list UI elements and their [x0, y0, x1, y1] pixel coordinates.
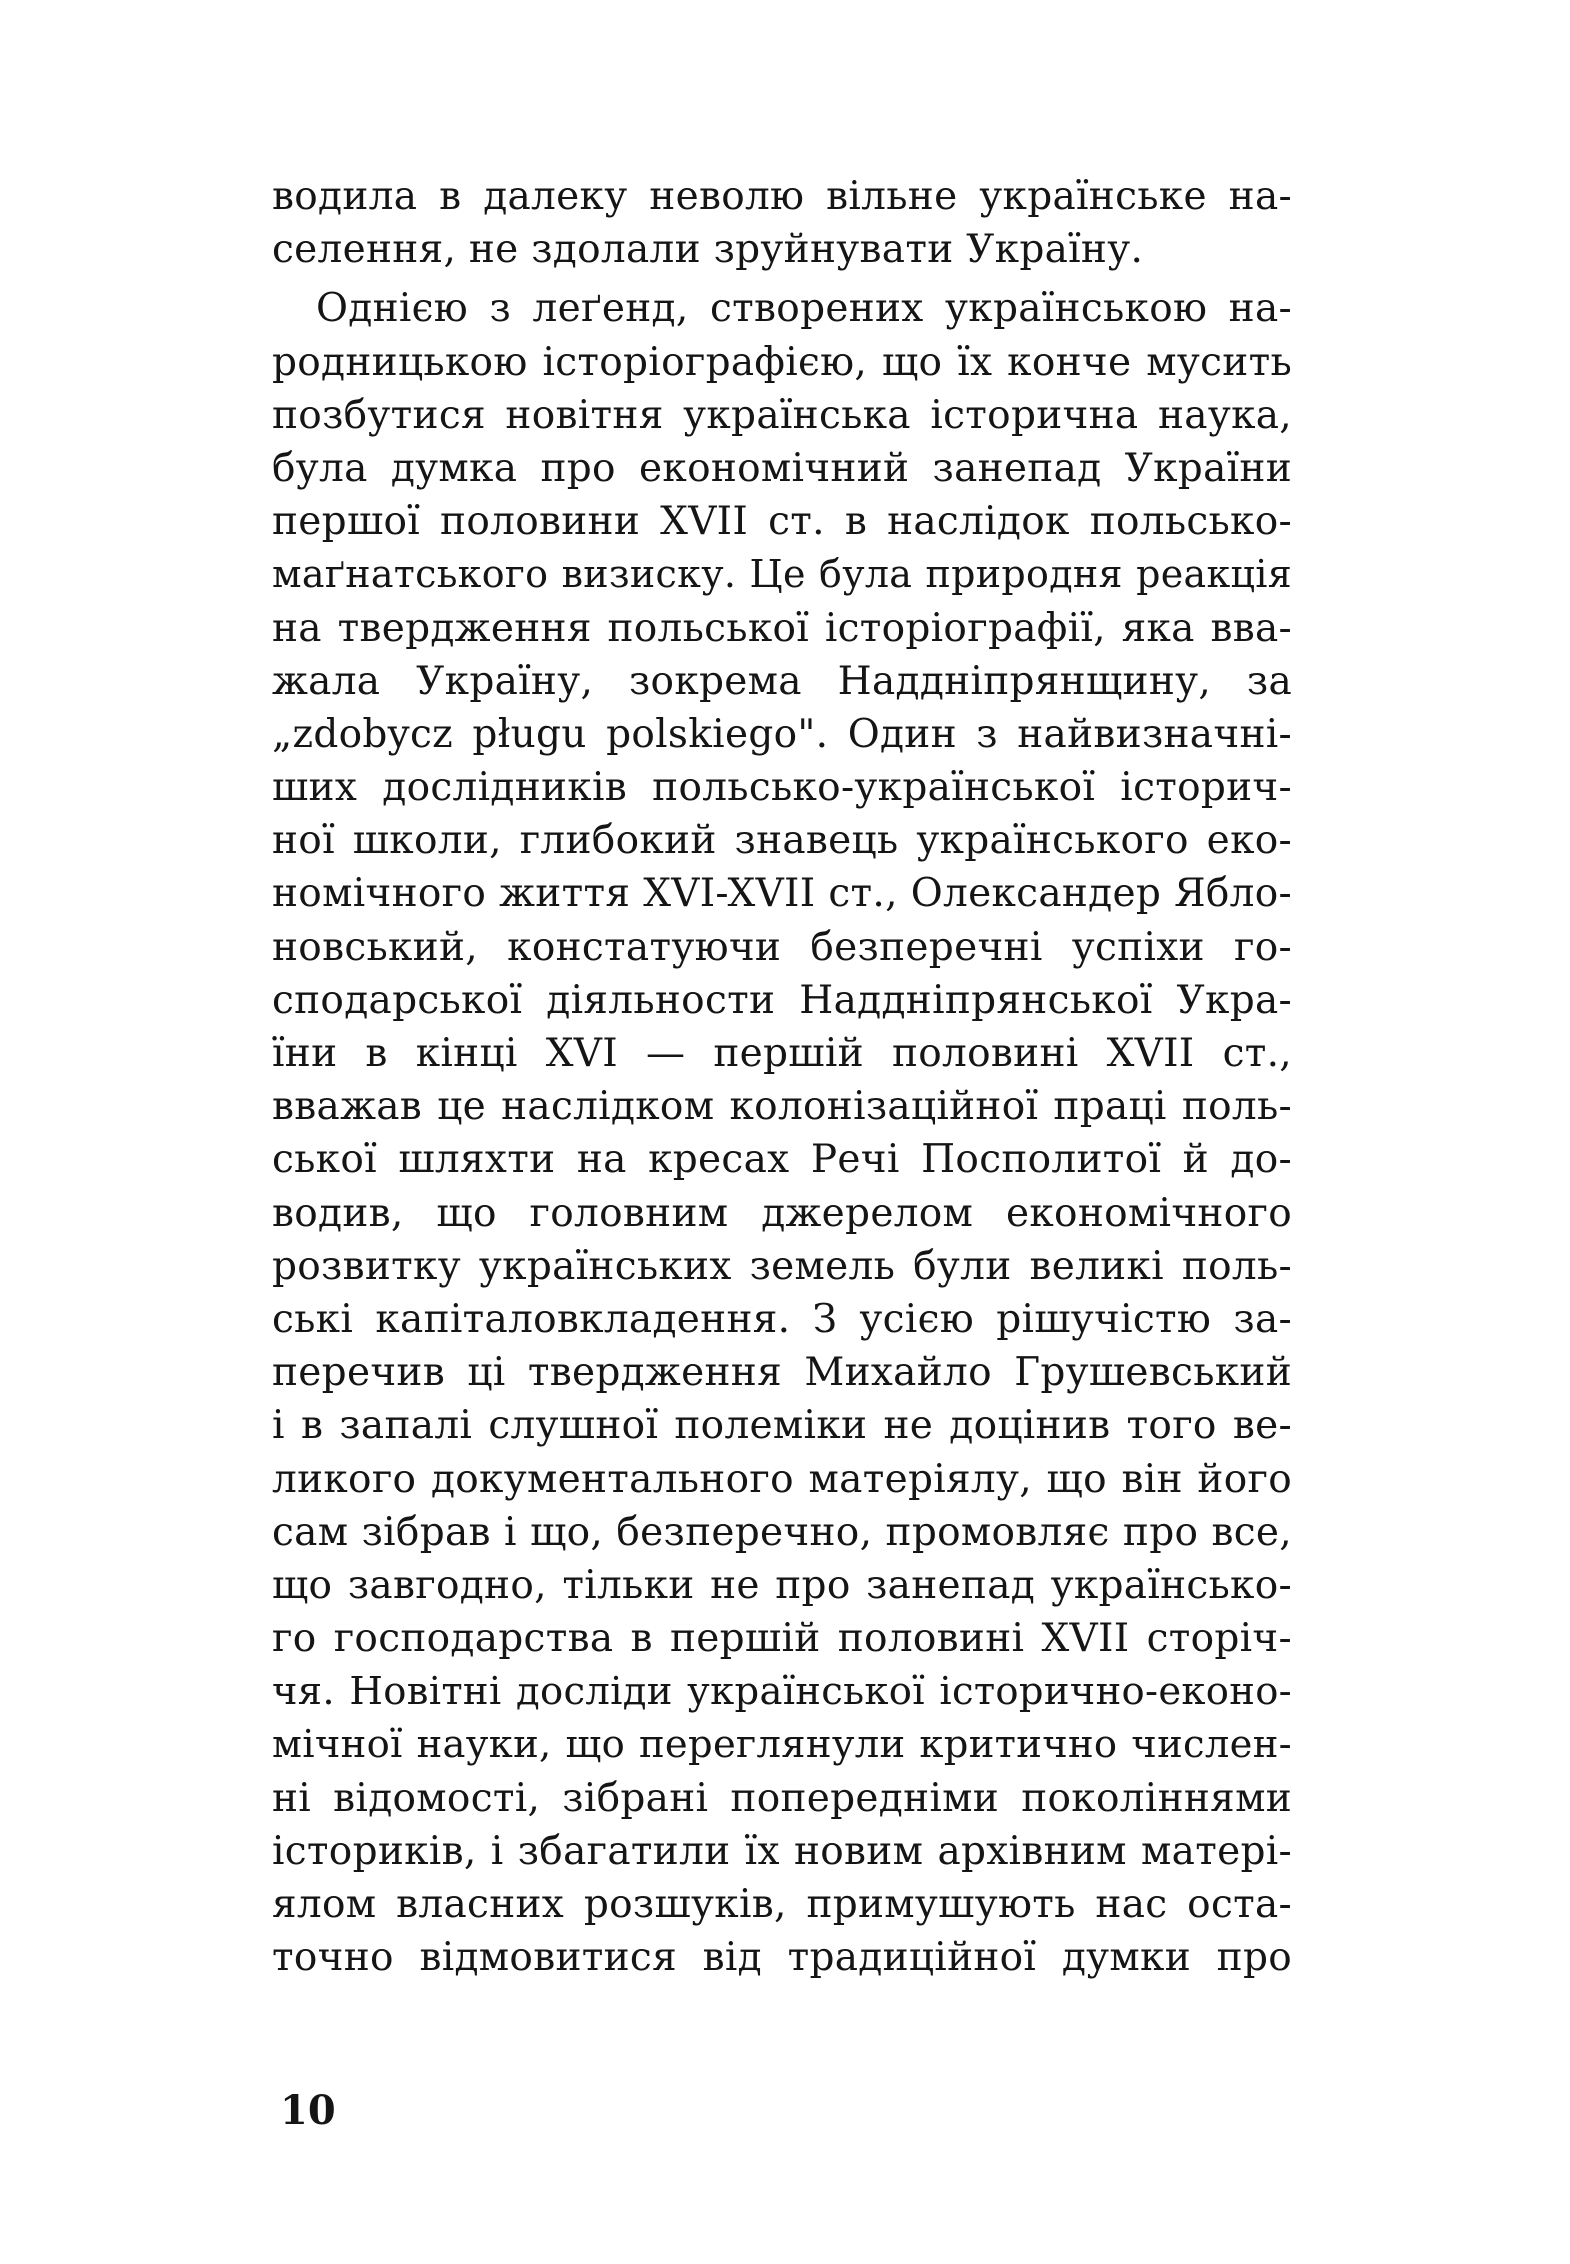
text-line: першої половини XVII ст. в наслідок польсько- — [272, 499, 1292, 545]
text-line: чя. Новітні досліди української історично-еконо- — [272, 1669, 1292, 1715]
text-line: селення, не здолали зруйнувати Україну. — [272, 227, 1144, 273]
text-line: Однією з леґенд, створених українською на- — [316, 286, 1292, 332]
body-text — [272, 170, 1292, 1984]
text-line: що завгодно, тільки не про занепад українсько- — [272, 1562, 1292, 1608]
text-line: і в запалі слушної полеміки не доцінив того ве- — [272, 1403, 1292, 1449]
text-line: водив, що головним джерелом економічного — [272, 1190, 1292, 1236]
text-line: мічної науки, що переглянули критично числен- — [272, 1722, 1292, 1768]
text-line: на твердження польської історіографії, яка вва- — [272, 605, 1292, 651]
text-line: їни в кінці XVI — першій половині XVII ст., — [272, 1031, 1292, 1076]
text-line: ликого документального матеріялу, що він його — [272, 1456, 1292, 1502]
paragraph-2 — [272, 282, 1292, 1984]
text-line: розвитку українських земель були великі поль- — [272, 1243, 1292, 1289]
text-line: ні відомості, зібрані попередніми поколіннями — [272, 1775, 1292, 1821]
text-line: ської шляхти на кресах Речі Посполитої й до- — [272, 1137, 1292, 1183]
page-number: 10 — [280, 2087, 336, 2134]
text-line: ної школи, глибокий знавець українського еко- — [272, 818, 1292, 864]
text-line: точно відмовитися від традиційної думки про — [272, 1935, 1292, 1981]
text-line: жала Україну, зокрема Наддніпрянщину, за — [272, 658, 1292, 704]
text-line: „zdobycz pługu polskiego". Один з найвизначні- — [272, 711, 1292, 757]
text-line: сам зібрав і що, безперечно, промовляє про все, — [272, 1509, 1292, 1555]
text-line: сподарської діяльности Наддніпрянської Укра- — [272, 977, 1292, 1023]
text-line: ські капіталовкладення. З усією рішучістю за- — [272, 1296, 1292, 1342]
text-line: вважав це наслідком колонізаційної праці поль- — [272, 1084, 1292, 1130]
text-line: новський, констатуючи безперечні успіхи го- — [272, 924, 1292, 970]
paragraph-1 — [272, 170, 1292, 276]
text-line: позбутися новітня українська історична наука, — [272, 392, 1292, 438]
text-line: ших дослідників польсько-української історич- — [272, 765, 1292, 811]
text-line: істориків, і збагатили їх новим архівним матері- — [272, 1828, 1292, 1874]
text-line: водила в далеку неволю вільне українське на- — [272, 174, 1292, 219]
text-line: маґнатського визиску. Це була природня реакція — [272, 552, 1292, 597]
text-line: го господарства в першій половині XVII сторіч- — [272, 1616, 1292, 1662]
text-line: родницькою історіографією, що їх конче мусить — [272, 339, 1292, 385]
text-line: була думка про економічний занепад України — [272, 445, 1292, 491]
text-line: номічного життя XVI-XVII ст., Олександер Ябло- — [272, 871, 1292, 917]
text-line: ялом власних розшуків, примушують нас оста- — [272, 1882, 1292, 1927]
text-line: перечив ці твердження Михайло Грушевський — [272, 1350, 1292, 1396]
